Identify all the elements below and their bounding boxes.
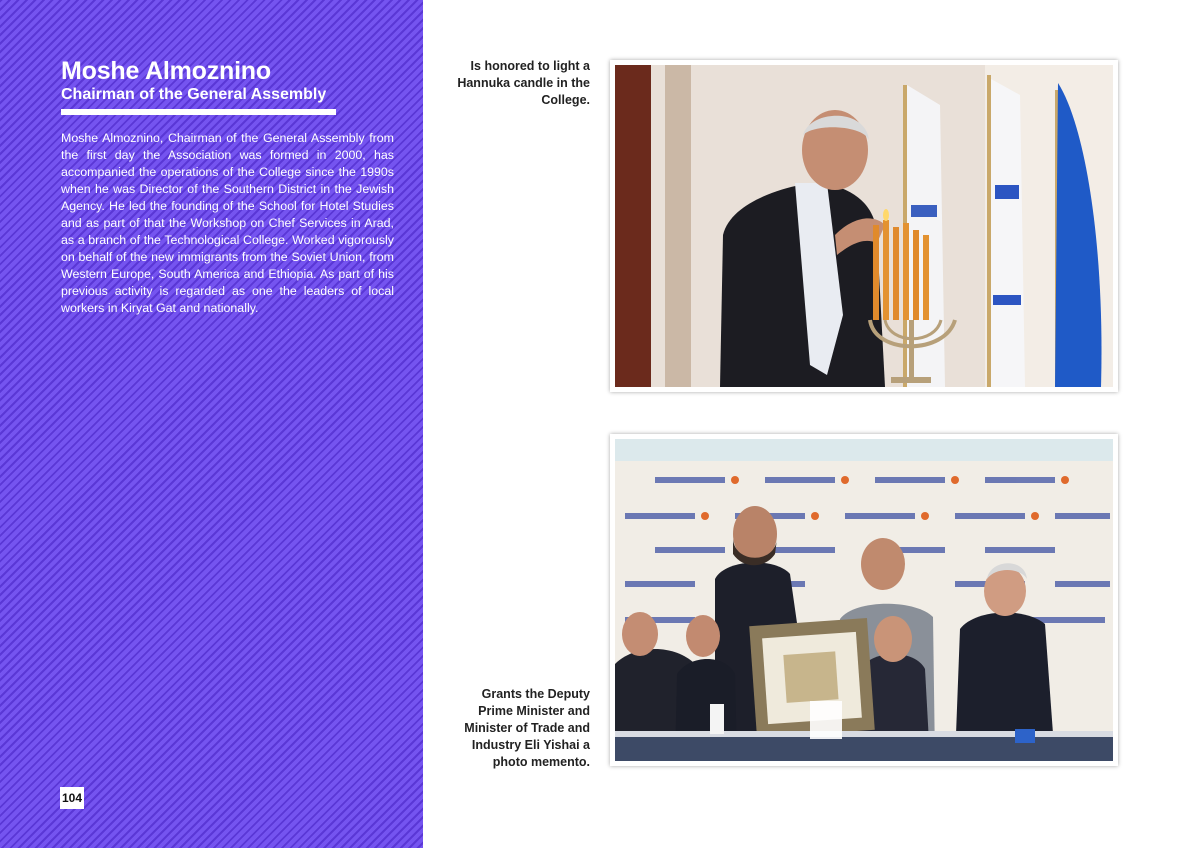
role-underline — [61, 109, 336, 115]
memento-presentation-photo — [615, 439, 1113, 761]
person-name: Moshe Almoznino — [61, 57, 271, 85]
photo-hanukkah — [610, 60, 1118, 392]
person-role: Chairman of the General Assembly — [61, 86, 327, 103]
page-number: 104 — [60, 787, 84, 809]
hanukkah-candle-lighting-photo — [615, 65, 1113, 387]
biography-text: Moshe Almoznino, Chairman of the General Assembly from the first day the Association was formed in 2000, has accompanied the operations of the College since the 1990s when he was Director of the Southern District in the Jewish Agency. He led the founding of the School for Hotel Studies and as part of that the Workshop on Chef Services in Arad, as a branch of the Technological College. Worked vigorously on behalf of the new immigrants from the Soviet Union, from Western Europe, South America and Ethiopia. As part of his previous activity is regarded as one the leaders of local workers in Kiryat Gat and nationally. — [61, 131, 394, 315]
photo-caption-hanukkah: Is honored to light a Hannuka candle in the College. — [457, 59, 590, 107]
photo-memento — [610, 434, 1118, 766]
left-panel — [0, 0, 423, 848]
photo-caption-memento: Grants the Deputy Prime Minister and Minister of Trade and Industry Eli Yishai a photo memento. — [464, 687, 590, 769]
